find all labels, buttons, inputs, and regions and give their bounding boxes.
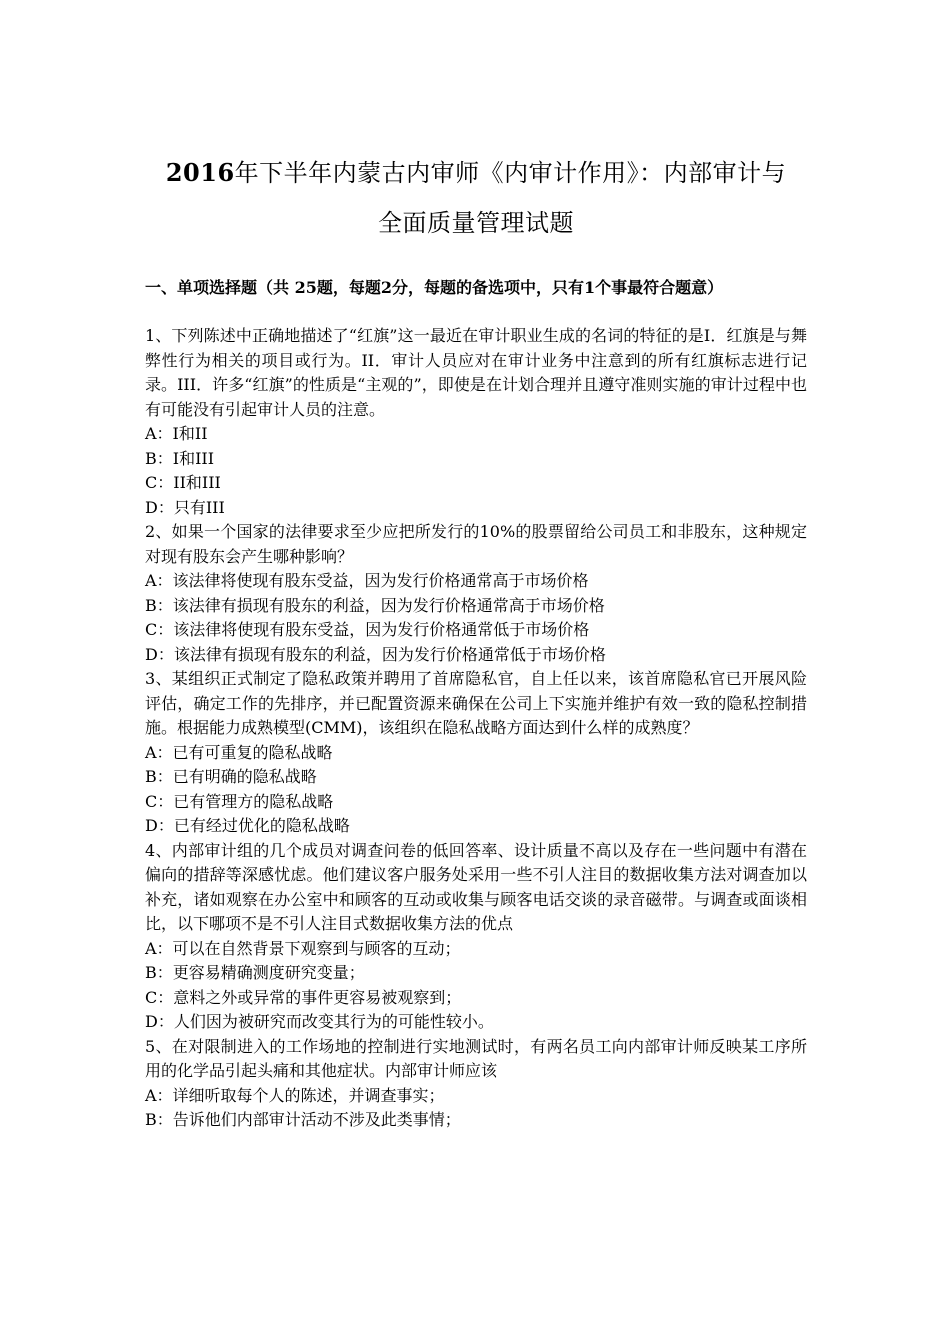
question-1-option-b: B：I和III	[145, 448, 215, 468]
section-heading: 一、单项选择题（共 25题，每题2分，每题的备选项中，只有1个事最符合题意）	[145, 278, 724, 297]
title-line-2: 全面质量管理试题	[378, 209, 574, 237]
title-line-1-rest: 年下半年内蒙古内审师《内审计作用》：内部审计与	[234, 159, 787, 187]
question-3-option-c: C：已有管理方的隐私战略	[145, 791, 334, 811]
question-4-option-d: D：人们因为被研究而改变其行为的可能性较小。	[145, 1012, 494, 1031]
question-5-option-a: A：详细听取每个人的陈述，并调查事实；	[145, 1085, 445, 1105]
question-1-option-d: D：只有III	[145, 497, 225, 517]
question-3-text: 3、某组织正式制定了隐私政策并聘用了首席隐私官，自上任以来，该首席隐私官已开展风险评估，确定工作的先排序，并已配置资源来确保在公司上下实施并维护有效一致的隐私控制措施。根据能力成熟模型(CMM)，该组织在隐私战略方面达到什么样的成熟度？	[145, 669, 807, 737]
question-1-option-c: C：II和III	[145, 473, 221, 492]
question-2-option-c: C：该法律将使现有股东受益，因为发行价格通常低于市场价格	[145, 620, 590, 639]
question-4-option-b: B：更容易精确测度研究变量；	[145, 963, 365, 982]
document-title	[145, 148, 807, 248]
question-3-option-b: B：已有明确的隐私战略	[145, 767, 317, 786]
question-5-text: 5、在对限制进入的工作场地的控制进行实地测试时，有两名员工向内部审计师反映某工序所用的化学品引起头痛和其他症状。内部审计师应该	[145, 1036, 807, 1080]
question-5-option-b: B：告诉他们内部审计活动不涉及此类事情；	[145, 1110, 461, 1129]
question-4-option-c: C：意料之外或异常的事件更容易被观察到；	[145, 987, 462, 1007]
question-list	[145, 324, 807, 1133]
question-1-text: 1、下列陈述中正确地描述了“红旗”这一最近在审计职业生成的名词的特征的是I．红旗是与舞弊性行为相关的项目或行为。II．审计人员应对在审计业务中注意到的所有红旗标志进行记录。III．许多“红旗”的性质是“主观的”，即使是在计划合理并且遵守准则实施的审计过程中也有可能没有引起审计人员的注意。	[145, 326, 807, 419]
title-year: 2016	[165, 158, 235, 187]
question-2-option-a: A：该法律将使现有股东受益，因为发行价格通常高于市场价格	[145, 571, 589, 590]
question-2-option-d: D：该法律有损现有股东的利益，因为发行价格通常低于市场价格	[145, 644, 606, 664]
question-3-option-a: A：已有可重复的隐私战略	[145, 742, 333, 762]
question-2-text: 2、如果一个国家的法律要求至少应把所发行的10%的股票留给公司员工和非股东，这种规定对现有股东会产生哪种影响？	[145, 522, 807, 566]
question-2-option-b: B：该法律有损现有股东的利益，因为发行价格通常高于市场价格	[145, 595, 605, 615]
title-line-1	[145, 148, 807, 198]
question-3-option-d: D：已有经过优化的隐私战略	[145, 816, 350, 835]
question-4-text: 4、内部审计组的几个成员对调查问卷的低回答率、设计质量不高以及存在一些问题中有潜在偏向的措辞等深感忧虑。他们建议客户服务处采用一些不引人注目的数据收集方法对调查加以补充，诸如观察在办公室中和顾客的互动或收集与顾客电话交谈的录音磁带。与调查或面谈相比，以下哪项不是不引人注目式数据收集方法的优点	[145, 840, 807, 933]
question-4-option-a: A：可以在自然背景下观察到与顾客的互动；	[145, 938, 461, 958]
question-1-option-a: A：I和II	[145, 424, 208, 443]
